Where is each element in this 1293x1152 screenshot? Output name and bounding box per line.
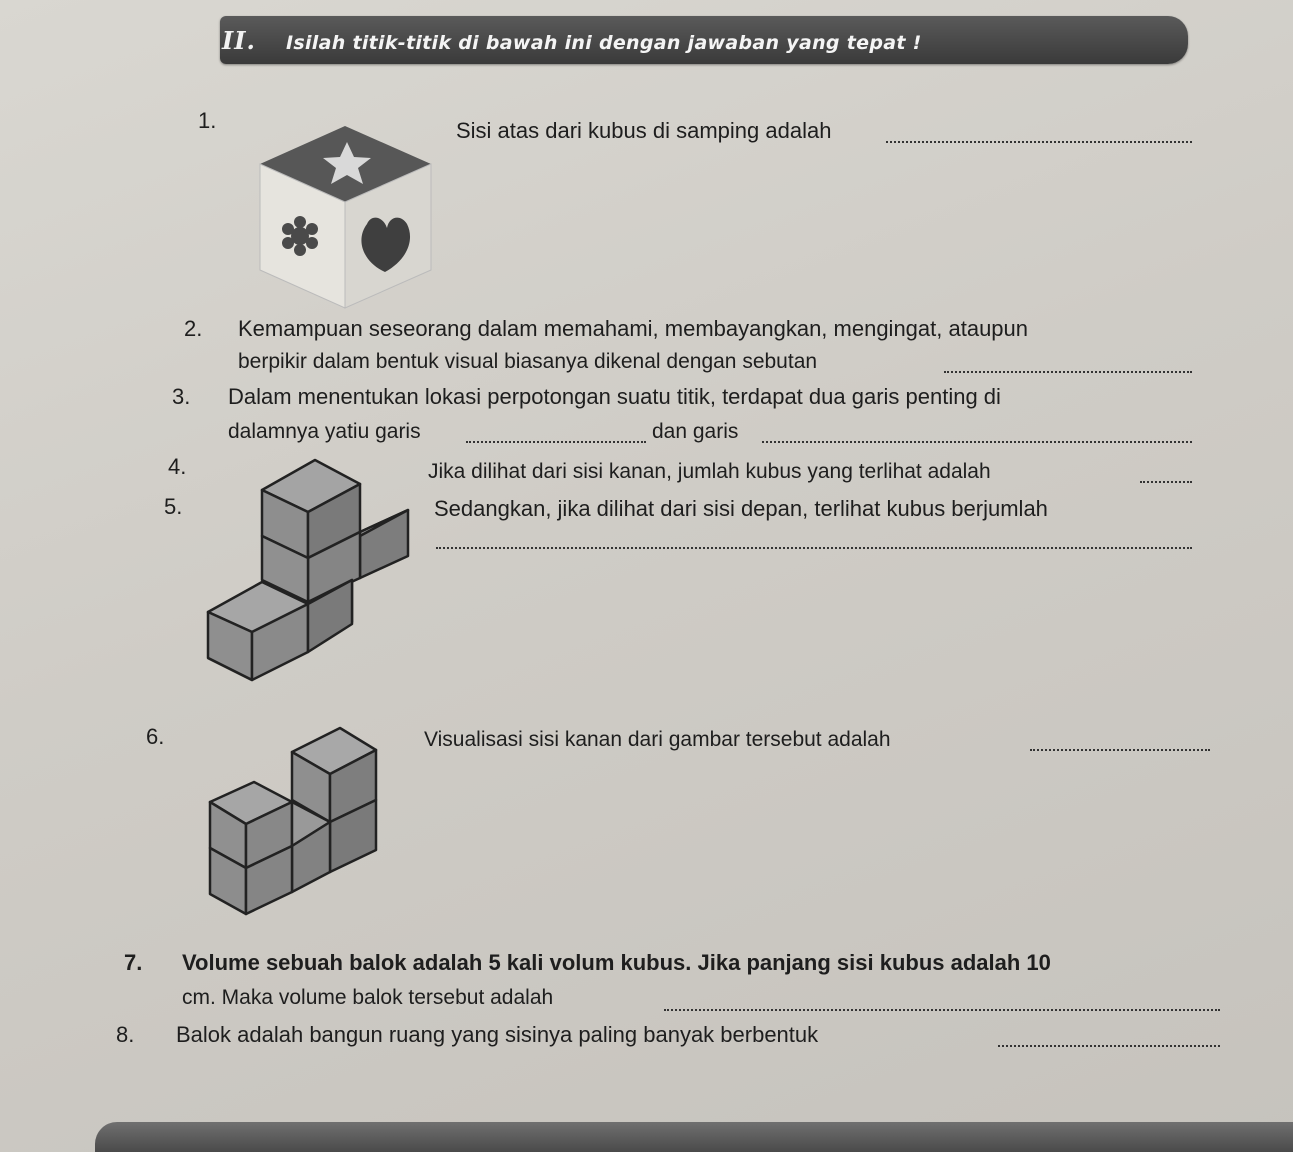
question-3-line2a: dalamnya yatiu garis (228, 420, 421, 443)
block-figure-1 (200, 452, 440, 697)
footer-band (95, 1122, 1293, 1152)
question-3-number: 3. (172, 384, 191, 409)
question-5-text: Sedangkan, jika dilihat dari sisi depan, terlihat kubus berjumlah (434, 496, 1048, 521)
answer-blank-3a[interactable] (466, 440, 646, 443)
question-7-line1: Volume sebuah balok adalah 5 kali volum kubus. Jika panjang sisi kubus adalah 10 (182, 950, 1051, 975)
question-2-number: 2. (184, 316, 203, 341)
question-6-number: 6. (146, 724, 165, 749)
question-7-number: 7. (124, 950, 143, 975)
cube-figure (255, 112, 435, 312)
question-8-number: 8. (116, 1022, 135, 1047)
question-1-text: Sisi atas dari kubus di samping adalah (456, 118, 832, 143)
answer-blank-5[interactable] (436, 546, 1192, 549)
answer-blank-7[interactable] (664, 1008, 1220, 1011)
question-2-line1: Kemampuan seseorang dalam memahami, membayangkan, mengingat, ataupun (238, 316, 1029, 341)
answer-blank-4[interactable] (1140, 480, 1192, 483)
answer-blank-1[interactable] (886, 140, 1192, 143)
question-5-number: 5. (164, 494, 183, 519)
block-figure-2 (202, 722, 392, 937)
question-8-text: Balok adalah bangun ruang yang sisinya paling banyak berbentuk (176, 1022, 819, 1047)
answer-blank-6[interactable] (1030, 748, 1210, 751)
question-4-number: 4. (168, 454, 187, 479)
answer-blank-3b[interactable] (762, 440, 1192, 443)
question-3-line1: Dalam menentukan lokasi perpotongan suatu titik, terdapat dua garis penting di (228, 384, 1001, 409)
question-4-text: Jika dilihat dari sisi kanan, jumlah kubus yang terlihat adalah (428, 460, 991, 483)
question-1-number: 1. (198, 108, 217, 133)
answer-blank-2[interactable] (944, 370, 1192, 373)
question-3-line2b: dan garis (652, 420, 739, 443)
question-2-line2: berpikir dalam bentuk visual biasanya dikenal dengan sebutan (238, 350, 818, 373)
section-number: II. (222, 26, 256, 55)
answer-blank-8[interactable] (998, 1044, 1220, 1047)
question-6-text: Visualisasi sisi kanan dari gambar tersebut adalah (424, 728, 891, 751)
question-7-line2: cm. Maka volume balok tersebut adalah (182, 986, 554, 1009)
instruction-text: Isilah titik-titik di bawah ini dengan jawaban yang tepat ! (286, 32, 922, 54)
